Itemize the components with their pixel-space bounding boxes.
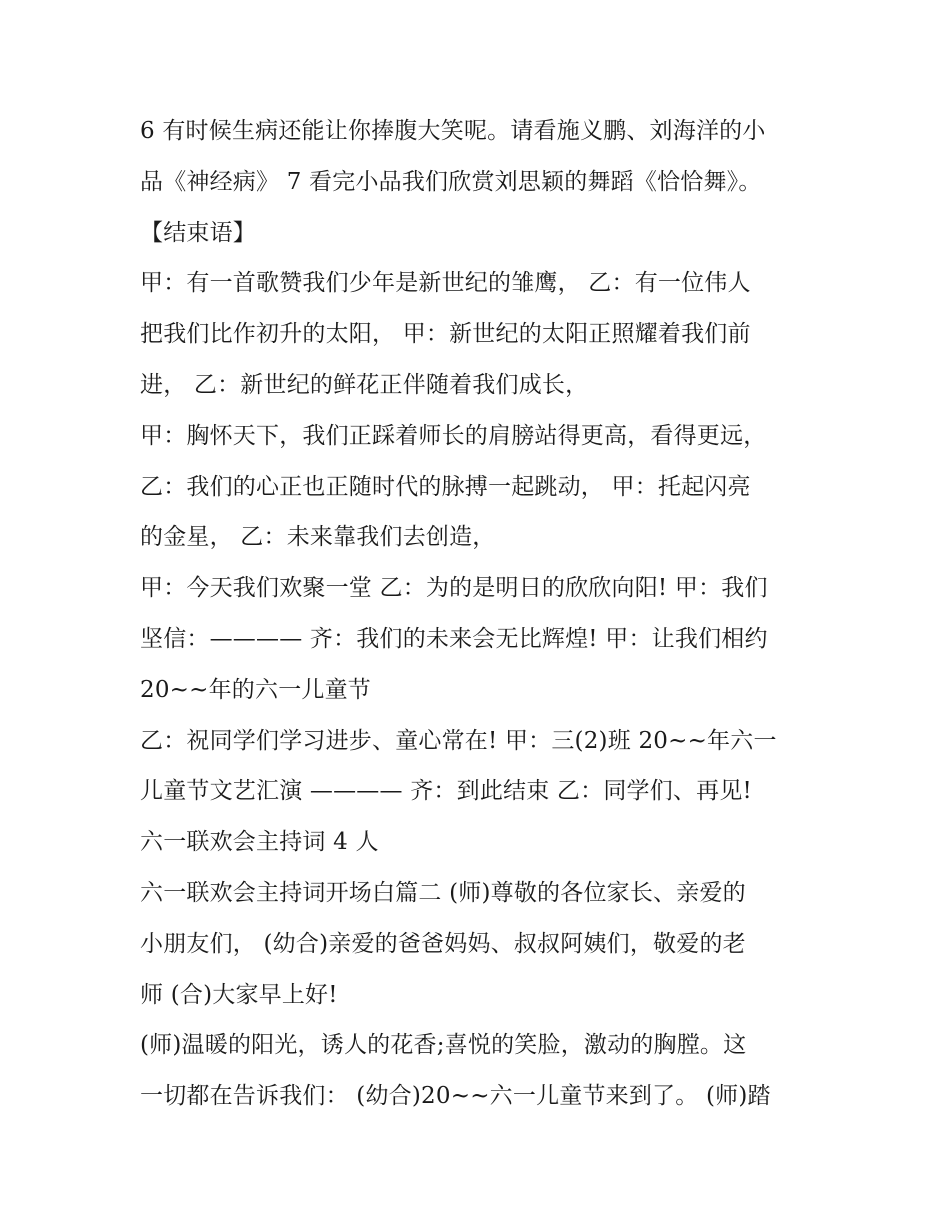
text-line-1: 6 有时候生病还能让你捧腹大笑呢。请看施义鹏、刘海洋的小 [140, 118, 766, 144]
text-line-17: 小朋友们， (幼合)亲爱的爸爸妈妈、叔叔阿姨们，敬爱的老 [140, 930, 746, 957]
text-line-11: 坚信：———— 齐：我们的未来会无比辉煌! 甲：让我们相约 [140, 625, 768, 652]
text-line-4: 甲：有一首歌赞我们少年是新世纪的雏鹰， 乙：有一位伟人 [140, 270, 751, 297]
text-line-20: 一切都在告诉我们： (幼合)20~~六一儿童节来到了。 (师)踏 [140, 1083, 771, 1110]
text-line-15: 六一联欢会主持词 4 人 [140, 829, 379, 856]
document-body [140, 106, 820, 1122]
text-line-16: 六一联欢会主持词开场白篇二 (师)尊敬的各位家长、亲爱的 [140, 879, 746, 906]
text-line-13: 乙：祝同学们学习进步、童心常在! 甲：三(2)班 20~~年六一 [140, 727, 777, 754]
text-line-10: 甲：今天我们欢聚一堂 乙：为的是明日的欣欣向阳! 甲：我们 [140, 575, 768, 602]
text-line-6: 进， 乙：新世纪的鲜花正伴随着我们成长， [140, 371, 589, 398]
text-line-18: 师 (合)大家早上好! [140, 981, 338, 1008]
text-line-12: 20~~年的六一儿童节 [140, 676, 372, 703]
text-line-9: 的金星， 乙：未来靠我们去创造， [140, 524, 496, 551]
section-heading: 【结束语】 [140, 219, 256, 246]
text-line-8: 乙：我们的心正也正随时代的脉搏一起跳动， 甲：托起闪亮 [140, 473, 751, 500]
text-line-2: 品《神经病》 7 看完小品我们欣赏刘思颖的舞蹈《恰恰舞》。 [140, 168, 762, 195]
text-line-19: (师)温暖的阳光，诱人的花香;喜悦的笑脸，激动的胸膛。这 [140, 1032, 747, 1059]
text-line-14: 儿童节文艺汇演 ———— 齐：到此结束 乙：同学们、再见! [140, 778, 752, 805]
text-line-5: 把我们比作初升的太阳， 甲：新世纪的太阳正照耀着我们前 [140, 321, 751, 348]
text-line-7: 甲：胸怀天下，我们正踩着师长的肩膀站得更高，看得更远， [140, 422, 767, 449]
